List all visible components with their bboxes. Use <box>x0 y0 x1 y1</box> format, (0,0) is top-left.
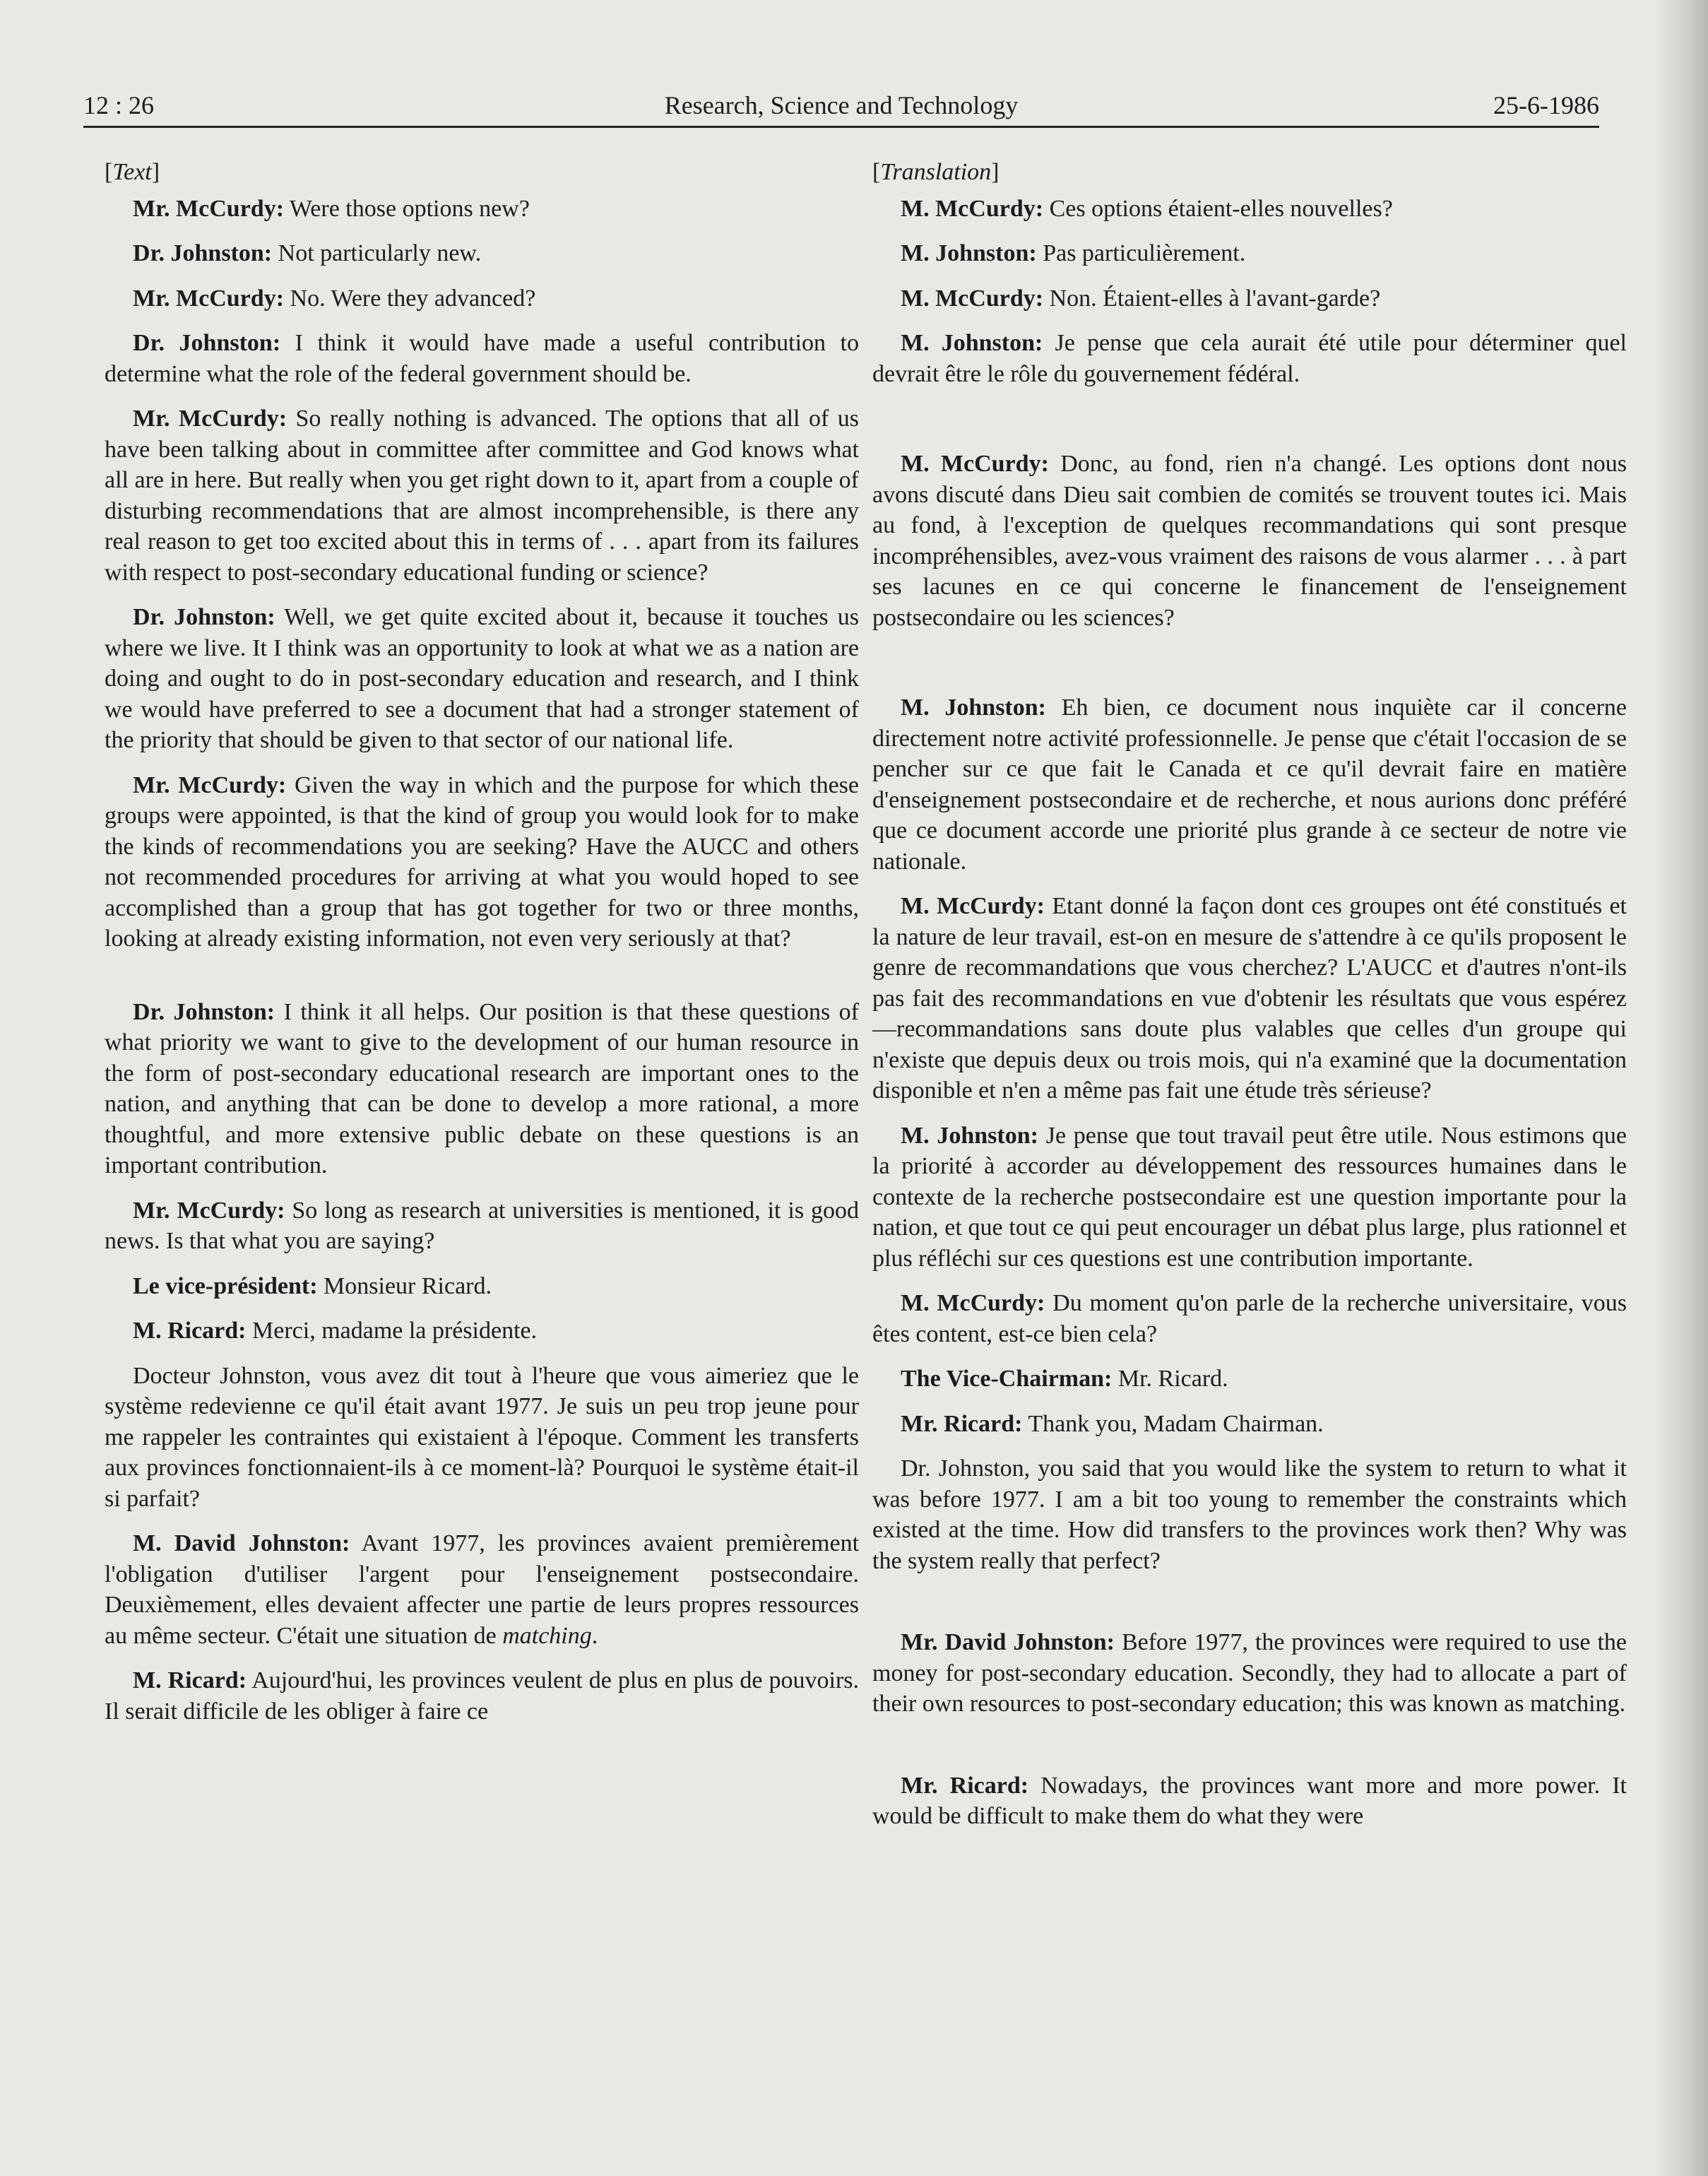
speech: Aujourd'hui, les provinces veulent de plus en plus de pouvoirs. Il serait difficile de les obliger à faire ce <box>105 1667 860 1725</box>
speech: I think it all helps. Our position is that these questions of what priority we want to give to the development of our human resource in the form of post-secondary educational research are important ones to the nation, and anything that can be done to develop a more rational, a more thoughtful, and more extensive public debate on these questions is an important contribution. <box>105 998 859 1178</box>
speech: Du moment qu'on parle de la recherche universitaire, vous êtes content, est-ce bien cela? <box>872 1290 1627 1347</box>
speech: So really nothing is advanced. The options that all of us have been talking about in committee after committee and God knows what all are in here. But really when you get right down to it, apart from a couple of disturbing recommendations that are almost incomprehensible, is there any real reason to get too excited about this in terms of . . . apart from its failures with respect to post-secondary educational funding or science? <box>105 406 860 586</box>
paragraph <box>872 328 1627 389</box>
speech: Well, we get quite excited about it, because it touches us where we live. It I think was an opportunity to look at what we as a nation are doing and ought to do in post-secondary education and research, and I think we would have preferred to see a document that had a stronger statement of the priority that should be given to that sector of our national life. <box>105 604 859 753</box>
paragraph <box>872 449 1627 633</box>
paragraph <box>105 238 859 269</box>
speaker: Mr. McCurdy: <box>133 406 287 432</box>
paragraph <box>105 1271 859 1302</box>
speaker: Mr. McCurdy: <box>133 285 285 312</box>
speaker: Le vice-président: <box>133 1272 318 1299</box>
speech: Etant donné la façon dont ces groupes ont été constitués et la nature de leur travail, est-on en mesure de s'attendre à ce qu'ils proposent le genre de recommandations que vous cherchez? L'AUCC et d'autres n'ont-ils pas fait des recommandations en vue d'obtenir les résultats que vous espérez—recommandations sans doute plus valables que celles d'un groupe qui n'existe que depuis deux ou trois mois, qui n'a examiné que la documentation disponible et n'en a même pas fait une étude très sérieuse? <box>872 893 1627 1104</box>
paragraph <box>105 1195 859 1257</box>
speech: Non. Étaient-elles à l'avant-garde? <box>1049 285 1381 312</box>
paragraph <box>872 1453 1627 1576</box>
speaker: Dr. Johnston: <box>133 998 275 1025</box>
paragraph <box>872 1770 1627 1832</box>
speaker: M. McCurdy: <box>901 195 1044 222</box>
italic-word: matching <box>502 1622 592 1649</box>
speech: Docteur Johnston, vous avez dit tout à l'heure que vous aimeriez que le système redevienne ce qu'il était avant 1977. Je suis un peu trop jeune pour me rappeler les contraintes qui existaient à l'époque. Comment les transferts aux provinces fonctionnaient-ils à ce moment-là? Pourquoi le système était-il si parfait? <box>105 1362 859 1512</box>
speech: Ces options étaient-elles nouvelles? <box>1049 195 1393 222</box>
paragraph <box>872 1288 1627 1349</box>
paragraph <box>105 403 859 588</box>
paragraph <box>105 328 859 389</box>
paragraph <box>872 194 1627 225</box>
speaker: Mr. Ricard: <box>901 1410 1023 1437</box>
speaker: M. David Johnston: <box>133 1530 350 1556</box>
paragraph <box>105 1361 859 1515</box>
paragraph <box>105 194 859 225</box>
paragraph <box>872 1627 1627 1720</box>
speech: Avant 1977, les provinces avaient premièrement l'obligation d'utiliser l'argent pour l'enseignement postsecondaire. Deuxièmement, elles devaient affecter une partie de leurs propres ressources au même secteur. C'était une situation de <box>105 1530 860 1649</box>
speaker: M. McCurdy: <box>901 1290 1045 1316</box>
paragraph <box>872 692 1627 877</box>
speech: Not particularly new. <box>278 240 482 266</box>
speaker: M. Johnston: <box>901 694 1046 721</box>
page-edge-shadow <box>1651 0 1708 2176</box>
paragraph <box>105 1528 859 1651</box>
speech: Nowadays, the provinces want more and more power. It would be difficult to make them do what they were <box>872 1772 1627 1829</box>
speech: I think it would have made a useful contribution to determine what the role of the federal government should be. <box>105 330 859 387</box>
paragraph <box>105 1315 859 1347</box>
left-column-english-text <box>105 157 859 1741</box>
paragraph <box>872 283 1627 314</box>
speaker: Dr. Johnston: <box>133 240 273 266</box>
page-number: 12 : 26 <box>83 91 155 119</box>
speech: Merci, madame la présidente. <box>252 1318 538 1344</box>
speaker: Dr. Johnston: <box>133 604 275 630</box>
speech: Donc, au fond, rien n'a changé. Les options dont nous avons discuté dans Dieu sait combien de comités se trouvent toutes ici. Mais au fond, à l'exception de quelques recommandations qui sont presque incompréhensibles, avez-vous vraiment des raisons de vous alarmer . . . à part ses lacunes en ce qui concerne le financement de l'enseignement postsecondaire ou les sciences? <box>872 451 1627 631</box>
speaker: M. Ricard: <box>133 1318 247 1344</box>
speech: Monsieur Ricard. <box>324 1272 492 1299</box>
page-date: 25-6-1986 <box>1493 91 1599 119</box>
column-tag-label: Text <box>112 159 152 185</box>
column-tag: [Translation] <box>872 159 1000 185</box>
speaker: M. Johnston: <box>901 330 1043 356</box>
paragraph <box>872 1120 1627 1275</box>
speech-end: . <box>591 1622 598 1649</box>
paragraph <box>105 1665 859 1727</box>
paragraph <box>105 602 859 756</box>
speech: Before 1977, the provinces were required to use the money for post-secondary education. Secondly, they had to allocate a part of their own resources to post-secondary education; this was known as matching. <box>872 1629 1627 1717</box>
speech: Dr. Johnston, you said that you would like the system to return to what it was before 1977. I am a bit too young to remember the constraints which existed at the time. How did transfers to the provinces work then? Why was the system really that perfect? <box>872 1455 1627 1574</box>
speech: Thank you, Madam Chairman. <box>1028 1410 1324 1437</box>
speech: No. Were they advanced? <box>290 285 536 312</box>
speech: Mr. Ricard. <box>1117 1366 1228 1392</box>
paragraph <box>872 891 1627 1106</box>
speaker: M. Johnston: <box>901 240 1037 266</box>
speech: Were those options new? <box>289 195 530 222</box>
paragraph <box>872 1409 1627 1440</box>
paragraph <box>105 283 859 314</box>
speaker: M. Ricard: <box>133 1667 247 1693</box>
speaker: M. McCurdy: <box>901 285 1044 312</box>
speaker: Mr. David Johnston: <box>901 1629 1115 1655</box>
speaker: The Vice-Chairman: <box>901 1366 1113 1392</box>
paragraph <box>105 770 859 954</box>
speech: So long as research at universities is mentioned, it is good news. Is that what you are saying? <box>105 1197 860 1254</box>
speaker: M. Johnston: <box>901 1122 1038 1149</box>
paragraph <box>872 1364 1627 1395</box>
page-header <box>83 88 1599 128</box>
speech: Je pense que cela aurait été utile pour déterminer quel devrait être le rôle du gouvernement fédéral. <box>872 330 1627 387</box>
paragraph <box>872 238 1627 269</box>
speaker: M. McCurdy: <box>901 893 1045 919</box>
speaker: Mr. McCurdy: <box>133 195 285 222</box>
right-column-french-translation <box>872 157 1627 1846</box>
speech: Eh bien, ce document nous inquiète car il concerne directement notre activité professionnelle. Je pense que c'était l'occasion de se pencher sur ce que fait le Canada et ce qu'il devrait faire en matière d'enseignement postsecondaire et de recherche, et nous aurions donc préféré que ce document accorde une priorité plus grande à ce secteur de notre vie nationale. <box>872 694 1627 875</box>
speaker: Mr. McCurdy: <box>133 771 287 798</box>
paragraph <box>105 997 859 1181</box>
speech: Je pense que tout travail peut être utile. Nous estimons que la priorité à accorder au développement des ressources humaines dans le contexte de la recherche postsecondaire est une question importante pour la nation, et que tout ce qui peut encourager un débat plus large, plus rationnel et plus réfléchi sur ces questions est une contribution importante. <box>872 1122 1627 1272</box>
speaker: Dr. Johnston: <box>133 330 281 356</box>
column-tag: [Text] <box>105 159 160 185</box>
speaker: Mr. Ricard: <box>901 1772 1029 1799</box>
speaker: Mr. McCurdy: <box>133 1197 285 1224</box>
speech: Given the way in which and the purpose for which these groups were appointed, is that the kind of group you would look for to make the kinds of recommendations you are seeking? Have the AUCC and others not recommended procedures for arriving at what you would hoped to see accomplished than a group that has got together for two or three months, looking at already existing information, not even very seriously at that? <box>105 771 859 952</box>
speaker: M. McCurdy: <box>901 451 1049 477</box>
column-tag-label: Translation <box>880 159 992 185</box>
speech: Pas particulièrement. <box>1043 240 1246 266</box>
running-title: Research, Science and Technology <box>664 91 1019 119</box>
